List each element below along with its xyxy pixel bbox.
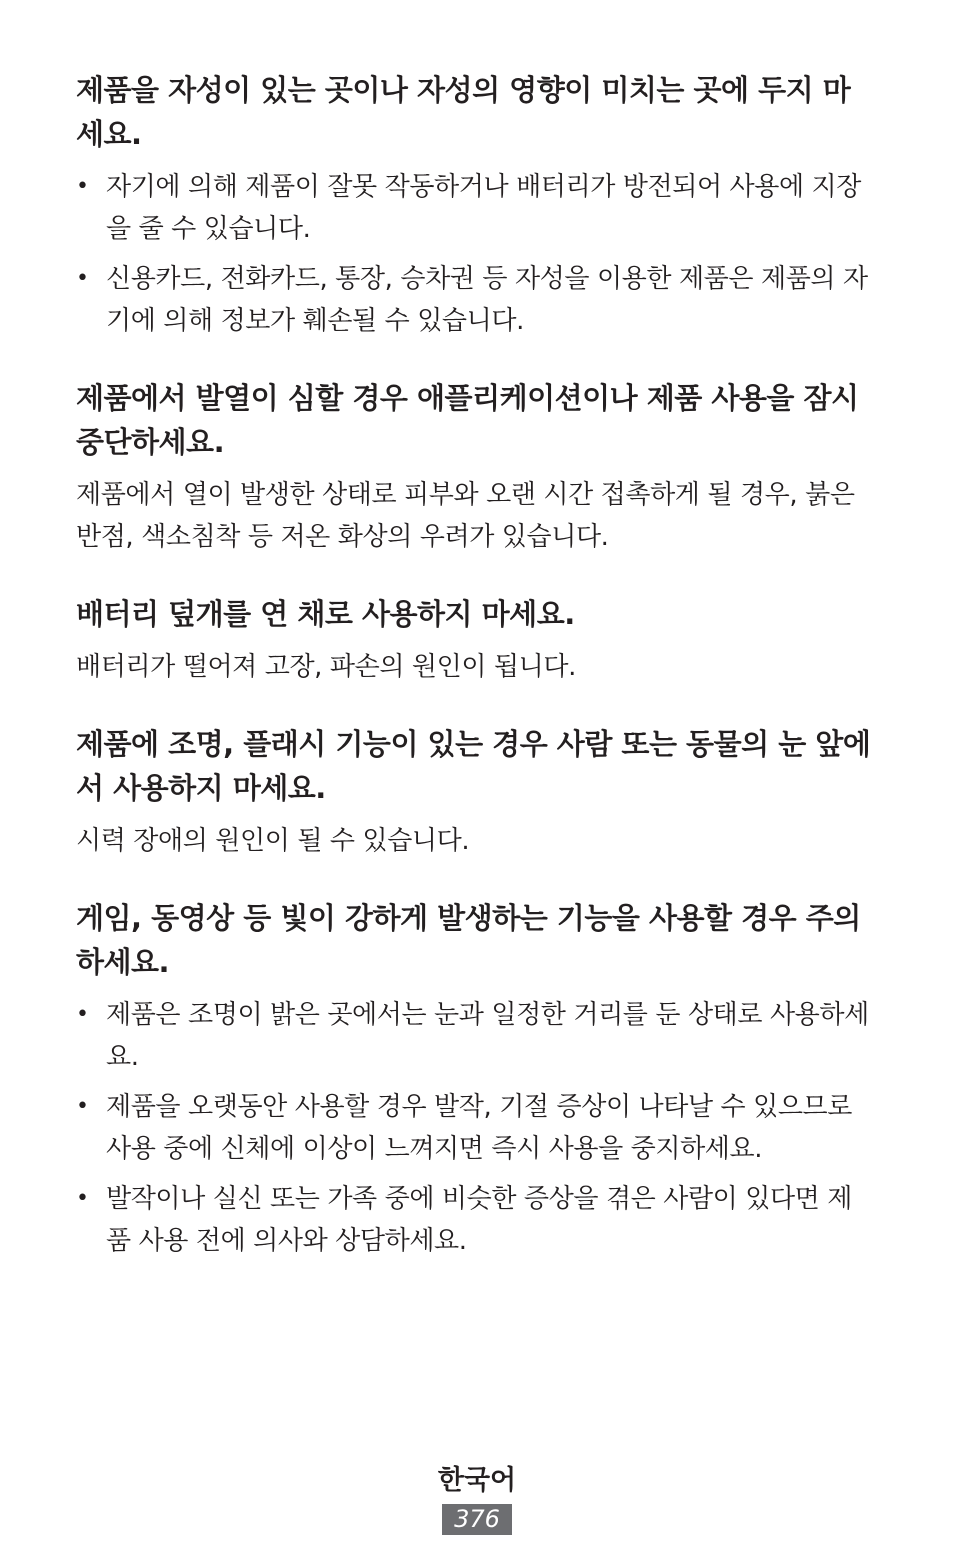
bullet-item xyxy=(76,258,876,342)
bullet-text: 제품을 오랫동안 사용할 경우 발작, 기절 증상이 나타날 수 있으므로 사용 중에 신체에 이상이 느껴지면 즉시 사용을 중지하세요. xyxy=(106,1092,852,1164)
bullet-icon: • xyxy=(76,1186,89,1211)
bullet-text: 발작이나 실신 또는 가족 중에 비슷한 증상을 겪은 사람이 있다면 제품 사용 전에 의사와 상담하세요. xyxy=(106,1184,852,1256)
bullet-item xyxy=(76,994,876,1078)
section-flash xyxy=(76,722,876,862)
section-text: 제품에서 열이 발생한 상태로 피부와 오랜 시간 접촉하게 될 경우, 붉은 반점, 색소침착 등 저온 화상의 우려가 있습니다. xyxy=(76,480,855,552)
section-heading: 제품을 자성이 있는 곳이나 자성의 영향이 미치는 곳에 두지 마세요. xyxy=(76,73,851,151)
bullet-icon: • xyxy=(76,174,89,199)
section-strong-light xyxy=(76,896,876,1262)
bullet-icon: • xyxy=(76,1002,89,1027)
page-content xyxy=(76,68,876,1296)
bullet-text: 신용카드, 전화카드, 통장, 승차권 등 자성을 이용한 제품은 제품의 자기에 의해 정보가 훼손될 수 있습니다. xyxy=(106,264,868,336)
section-heading: 게임, 동영상 등 빛이 강하게 발생하는 기능을 사용할 경우 주의하세요. xyxy=(76,901,861,979)
bullet-item xyxy=(76,1086,876,1170)
bullet-icon: • xyxy=(76,266,89,291)
section-battery-cover xyxy=(76,592,876,688)
bullet-icon: • xyxy=(76,1094,89,1119)
section-magnetism xyxy=(76,68,876,342)
bullet-list xyxy=(76,166,876,342)
section-overheating xyxy=(76,376,876,558)
bullet-item xyxy=(76,1178,876,1262)
bullet-list xyxy=(76,994,876,1262)
section-text: 시력 장애의 원인이 될 수 있습니다. xyxy=(76,826,470,856)
bullet-text: 자기에 의해 제품이 잘못 작동하거나 배터리가 방전되어 사용에 지장을 줄 수 있습니다. xyxy=(106,172,861,244)
footer-language: 한국어 xyxy=(437,1465,517,1496)
section-text: 배터리가 떨어져 고장, 파손의 원인이 됩니다. xyxy=(76,652,576,682)
bullet-text: 제품은 조명이 밝은 곳에서는 눈과 일정한 거리를 둔 상태로 사용하세요. xyxy=(106,1000,869,1072)
section-heading: 제품에서 발열이 심할 경우 애플리케이션이나 제품 사용을 잠시 중단하세요. xyxy=(76,381,859,459)
section-heading: 제품에 조명, 플래시 기능이 있는 경우 사람 또는 동물의 눈 앞에서 사용하지 마세요. xyxy=(76,727,871,805)
page-number-badge: 376 xyxy=(442,1504,512,1535)
section-heading: 배터리 덮개를 연 채로 사용하지 마세요. xyxy=(76,597,575,631)
bullet-item xyxy=(76,166,876,250)
